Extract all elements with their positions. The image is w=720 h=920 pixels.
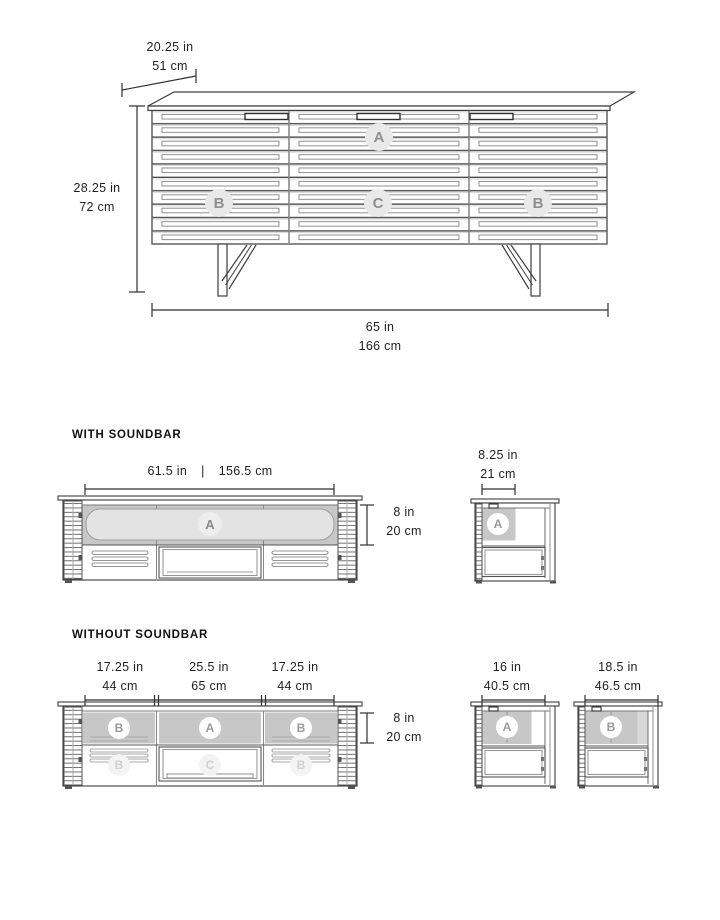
side-a-badge: A [496, 716, 518, 738]
main-depth-cm: 51 cm [152, 59, 188, 73]
side-b-width-in: 18.5 in [598, 660, 638, 674]
soundbar-side-depth-in: 8.25 in [478, 448, 518, 462]
main-height-in: 28.25 in [73, 181, 121, 195]
no-soundbar-height-dimension [374, 709, 434, 747]
no-soundbar-height-in: 8 in [393, 711, 415, 725]
main-depth-dimension [128, 38, 212, 76]
soundbar-front-badge-a: A [198, 512, 222, 536]
no-soundbar-height-cm: 20 cm [386, 730, 422, 744]
soundbar-width-dimension [100, 464, 320, 478]
soundbar-front-drawing [58, 496, 362, 583]
side-b-width-dimension [577, 658, 659, 696]
no-soundbar-badge-b-left: B [108, 717, 130, 739]
main-width-dimension [290, 318, 470, 356]
segment-mid-in: 25.5 in [189, 660, 229, 674]
main-width-cm: 166 cm [358, 339, 402, 353]
segment-left-cm: 44 cm [102, 679, 138, 693]
with-soundbar-heading: WITH SOUNDBAR [72, 429, 182, 441]
soundbar-side-badge-a: A [487, 513, 509, 535]
no-soundbar-faded-badge-b-left: B [108, 754, 130, 776]
segment-left-in: 17.25 in [96, 660, 144, 674]
side-b-width-cm: 46.5 cm [594, 679, 642, 693]
soundbar-width-separator: | [201, 464, 205, 478]
soundbar-height-in: 8 in [393, 505, 415, 519]
soundbar-side-depth-dimension [456, 446, 540, 484]
segment-left-dimension [80, 658, 160, 696]
main-width-in: 65 in [365, 320, 395, 334]
side-a-width-in: 16 in [492, 660, 522, 674]
segment-right-dimension [255, 658, 335, 696]
no-soundbar-faded-badge-c: C [199, 754, 221, 776]
main-badge-b-right: B [524, 189, 552, 217]
side-a-drawing [471, 702, 559, 789]
soundbar-side-dimension-lines [482, 484, 515, 495]
soundbar-height-dimension [374, 503, 434, 541]
soundbar-side-drawing [471, 499, 559, 584]
soundbar-height-cm: 20 cm [386, 524, 422, 538]
main-badge-a: A [365, 123, 393, 151]
main-height-cm: 72 cm [79, 200, 115, 214]
segment-right-cm: 44 cm [277, 679, 313, 693]
main-badge-c: C [364, 189, 392, 217]
no-soundbar-faded-badge-b-right: B [290, 754, 312, 776]
main-height-dimension [58, 179, 136, 217]
side-a-width-dimension [473, 658, 541, 696]
soundbar-width-cm: 156.5 cm [218, 464, 273, 478]
no-soundbar-badge-b-right: B [290, 717, 312, 739]
main-depth-in: 20.25 in [146, 40, 194, 54]
without-soundbar-heading: WITHOUT SOUNDBAR [72, 629, 209, 641]
segment-mid-cm: 65 cm [191, 679, 227, 693]
side-a-width-cm: 40.5 cm [483, 679, 531, 693]
soundbar-side-depth-cm: 21 cm [480, 467, 516, 481]
no-soundbar-badge-a: A [199, 717, 221, 739]
side-b-drawing [574, 702, 662, 789]
side-b-badge: B [600, 716, 622, 738]
soundbar-width-in: 61.5 in [147, 464, 188, 478]
segment-mid-dimension [169, 658, 249, 696]
segment-right-in: 17.25 in [271, 660, 319, 674]
main-badge-b-left: B [205, 189, 233, 217]
